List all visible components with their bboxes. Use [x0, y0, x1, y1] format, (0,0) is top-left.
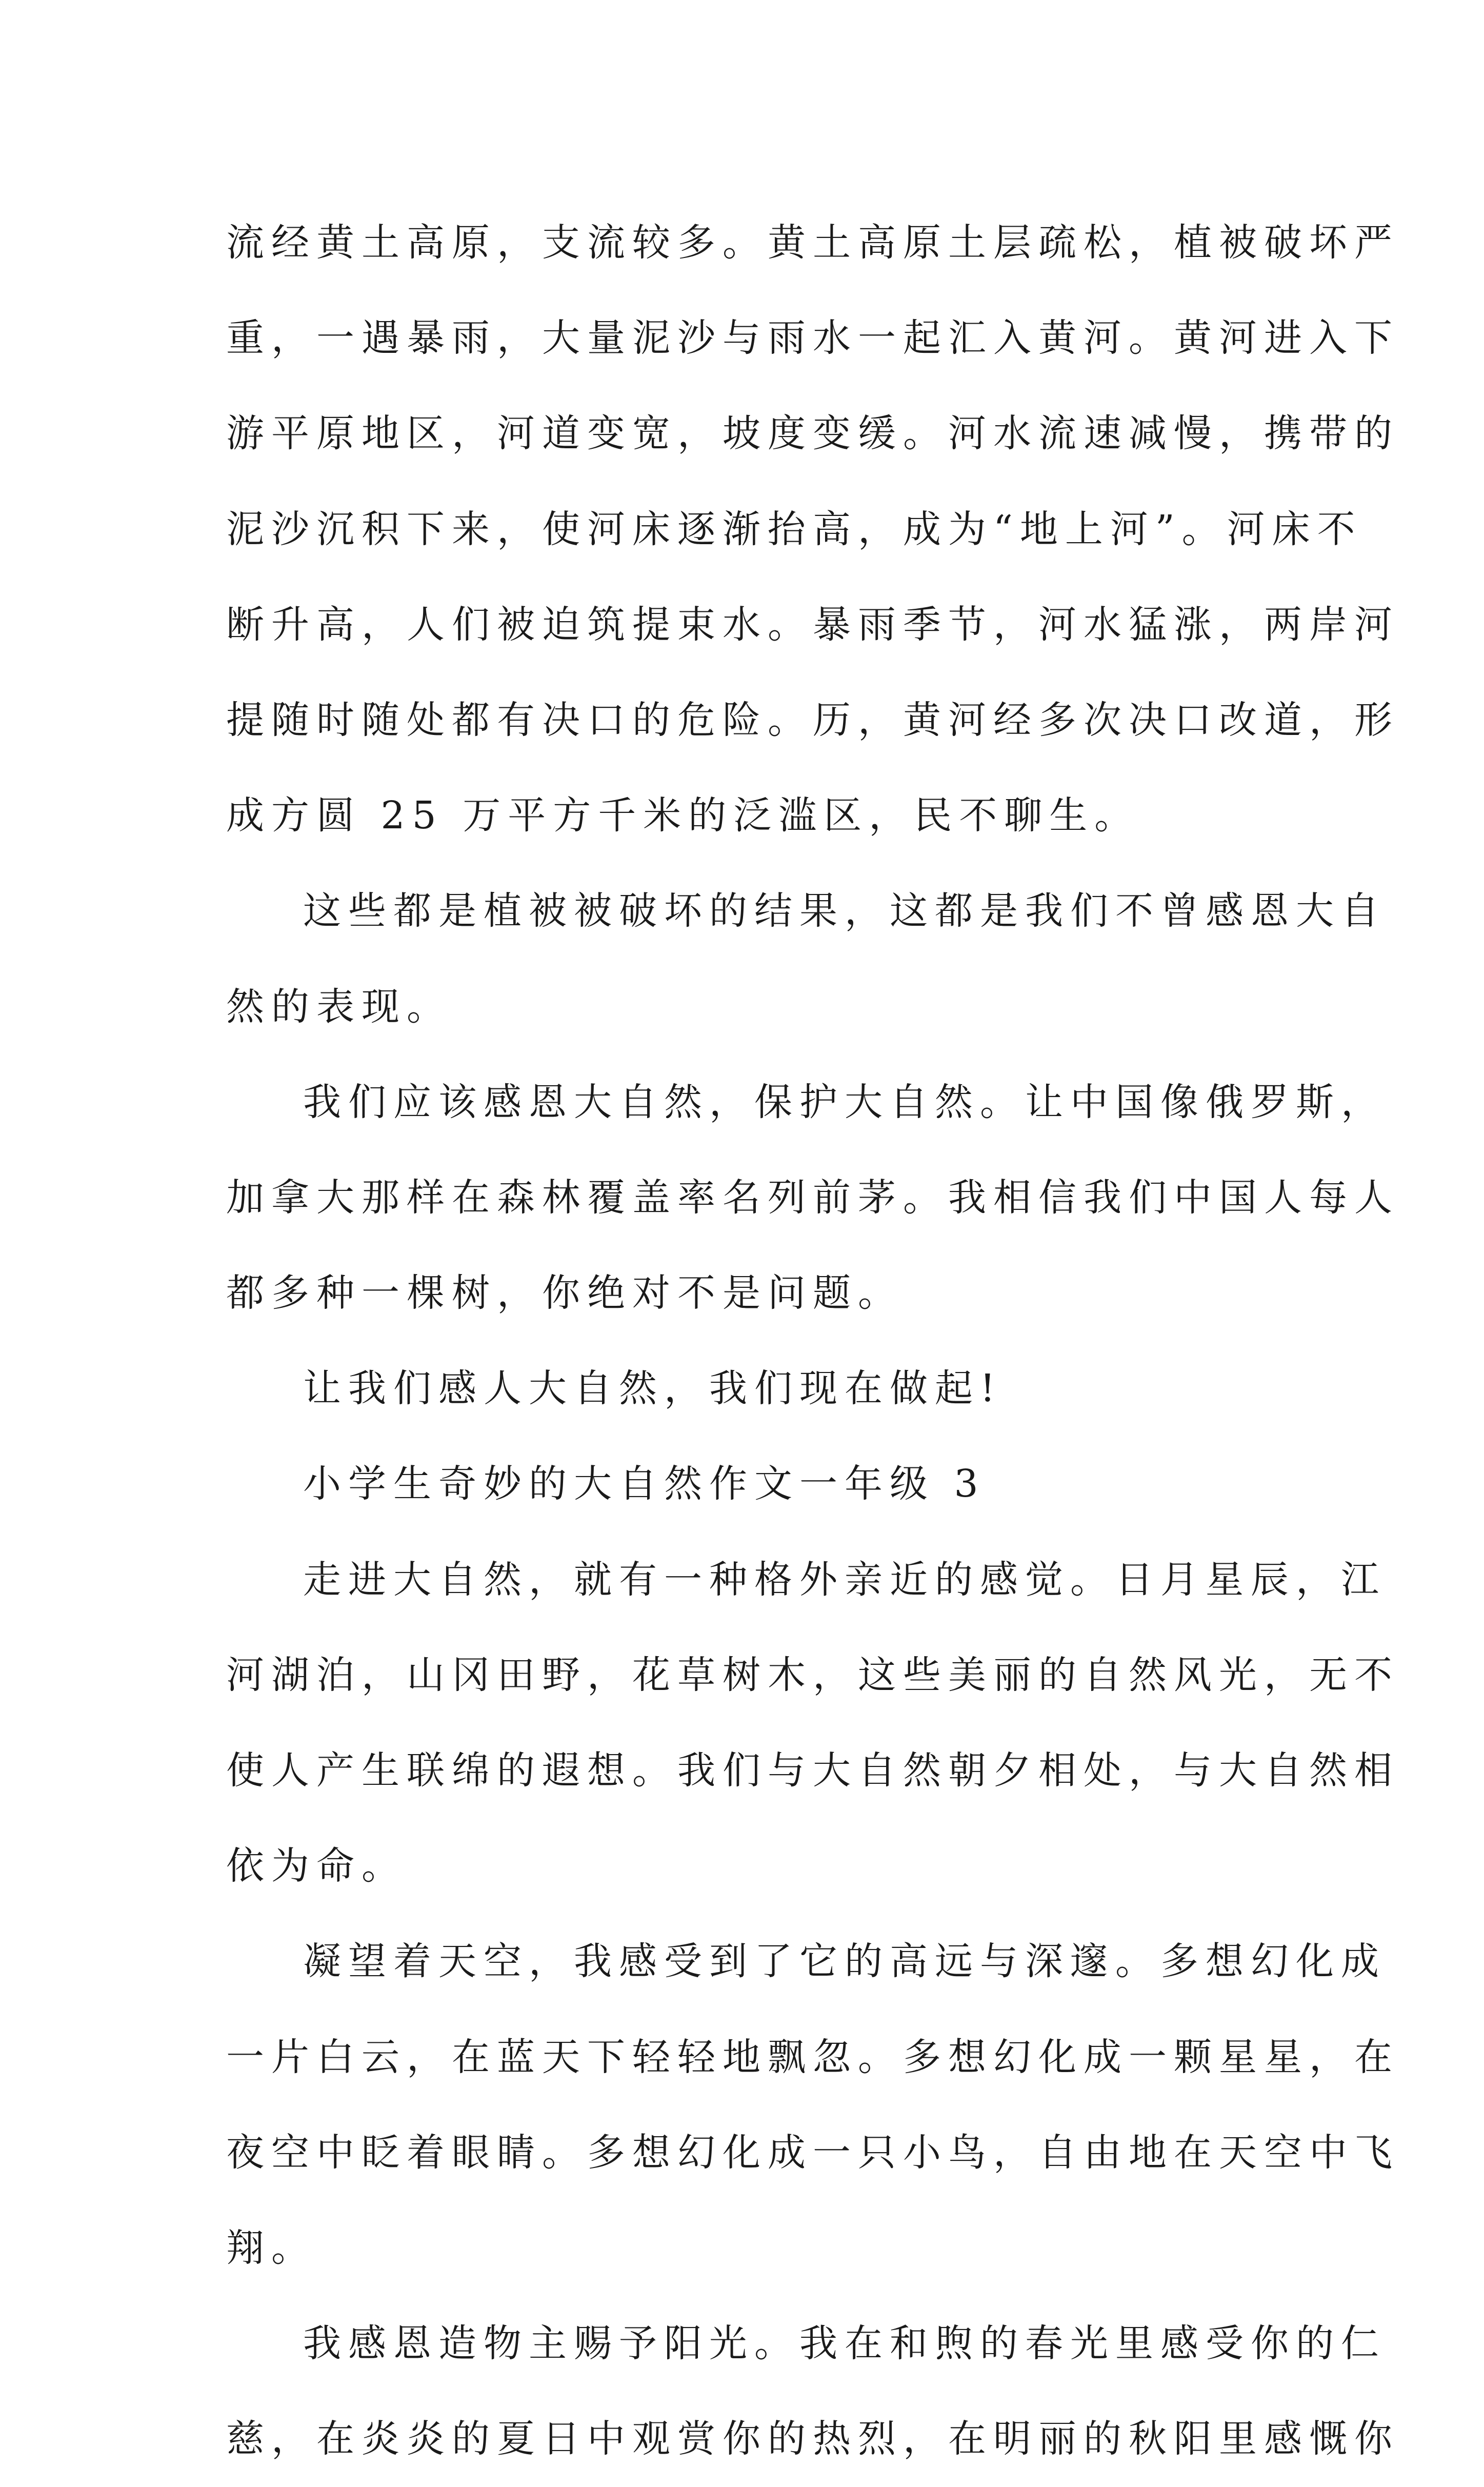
text-line: 重，一遇暴雨，大量泥沙与雨水一起汇入黄河。黄河进入下 [226, 316, 1399, 361]
text-line: 都多种一棵树，你绝对不是问题。 [226, 1271, 903, 1316]
text-line: 河湖泊，山冈田野，花草树木，这些美丽的自然风光，无不 [226, 1653, 1399, 1697]
text-line: 走进大自然，就有一种格外亲近的感觉。日月星辰，江 [303, 1557, 1386, 1602]
text-line: 依为命。 [226, 1844, 407, 1888]
text-line: 我们应该感恩大自然，保护大自然。让中国像俄罗斯， [303, 1080, 1386, 1124]
section-heading: 小学生奇妙的大自然作文一年级 3 [303, 1462, 986, 1506]
text-line: 慈，在炎炎的夏日中观赏你的热烈，在明丽的秋阳里感慨你 [226, 2417, 1399, 2461]
text-line: 泥沙沉积下来，使河床逐渐抬高，成为“地上河”。河床不 [226, 507, 1362, 551]
text-line: 我感恩造物主赐予阳光。我在和煦的春光里感受你的仁 [303, 2321, 1386, 2366]
text-line: 游平原地区，河道变宽，坡度变缓。河水流速减慢，携带的 [226, 411, 1399, 456]
text-line: 断升高，人们被迫筑提束水。暴雨季节，河水猛涨，两岸河 [226, 602, 1399, 647]
document-body [226, 195, 1399, 2487]
text-line: 一片白云，在蓝天下轻轻地飘忽。多想幻化成一颗星星，在 [226, 2035, 1399, 2079]
text-line: 这些都是植被被破坏的结果，这都是我们不曾感恩大自 [303, 889, 1386, 933]
text-line: 凝望着天空，我感受到了它的高远与深邃。多想幻化成 [303, 1939, 1386, 1984]
text-line: 流经黄土高原，支流较多。黄土高原土层疏松，植被破坏严 [226, 221, 1399, 265]
text-line: 加拿大那样在森林覆盖率名列前茅。我相信我们中国人每人 [226, 1175, 1399, 1220]
text-line: 翔。 [226, 2225, 316, 2270]
text-line: 提随时随处都有决口的危险。历，黄河经多次决口改道，形 [226, 698, 1399, 742]
text-line: 成方圆 25 万平方千米的泛滥区，民不聊生。 [226, 793, 1140, 838]
text-line: 夜空中眨着眼睛。多想幻化成一只小鸟，自由地在天空中飞 [226, 2130, 1399, 2175]
text-line: 然的表现。 [226, 984, 452, 1029]
text-line: 使人产生联绵的遐想。我们与大自然朝夕相处，与大自然相 [226, 1748, 1399, 1793]
text-line: 让我们感人大自然，我们现在做起! [303, 1366, 1002, 1411]
